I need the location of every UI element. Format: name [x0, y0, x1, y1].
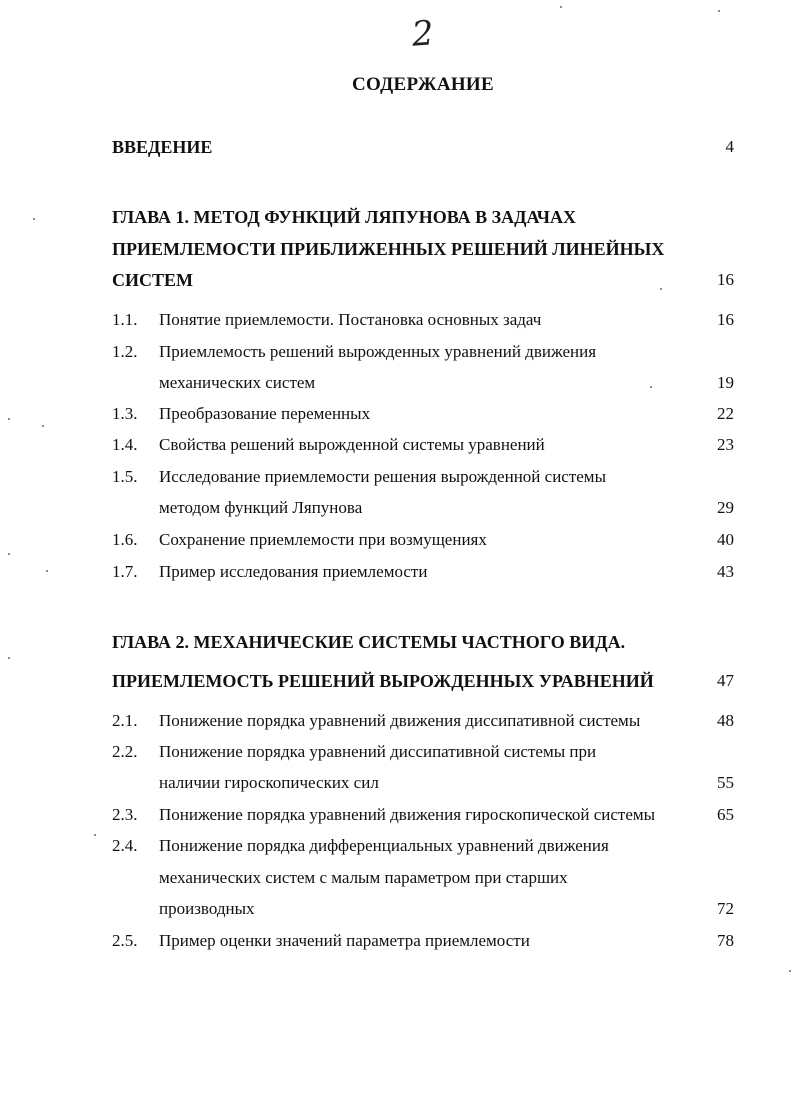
section-number: 1.4.: [112, 435, 138, 454]
section-page: 65: [717, 805, 734, 824]
section-title: Пример исследования приемлемости: [159, 562, 428, 581]
scan-speck: [46, 570, 48, 572]
section-number: 1.3.: [112, 404, 138, 423]
chapter1-page: 16: [717, 270, 734, 289]
section-page: 22: [717, 404, 734, 423]
intro-page: 4: [725, 137, 734, 156]
section-page: 16: [717, 310, 734, 329]
section-number: 2.2.: [112, 742, 138, 761]
chapter2-heading-line2-row: [112, 671, 734, 691]
section-title-cont: механических систем с малым параметром при старших: [159, 868, 568, 887]
scan-speck: [33, 218, 35, 220]
scan-speck: [8, 553, 10, 555]
scan-speck: [8, 418, 10, 420]
section-number: 2.5.: [112, 931, 138, 950]
section-title: Исследование приемлемости решения вырожденной системы: [159, 467, 606, 486]
chapter2-page: 47: [717, 671, 734, 690]
section-page: 78: [717, 931, 734, 950]
section-number: 2.4.: [112, 836, 138, 855]
section-title: Свойства решений вырожденной системы уравнений: [159, 435, 545, 454]
section-title: Преобразование переменных: [159, 404, 371, 423]
scan-speck: [718, 10, 720, 12]
scan-speck: [8, 657, 10, 659]
section-title: Понижение порядка дифференциальных уравнений движения: [159, 836, 609, 855]
section-title: Сохранение приемлемости при возмущениях: [159, 530, 487, 549]
section-number: 1.7.: [112, 562, 138, 581]
scan-speck: [94, 834, 96, 836]
section-page: 48: [717, 711, 734, 730]
chapter1-heading-line2: ПРИЕМЛЕМОСТИ ПРИБЛИЖЕННЫХ РЕШЕНИЙ ЛИНЕЙНЫХ: [112, 239, 665, 259]
section-page: 72: [717, 899, 734, 918]
section-title: Понижение порядка уравнений движения диссипативной системы: [159, 711, 641, 730]
section-page: 40: [717, 530, 734, 549]
section-page: 19: [717, 373, 734, 392]
section-number: 1.2.: [112, 342, 138, 361]
section-title: Пример оценки значений параметра приемлемости: [159, 931, 530, 950]
chapter1-heading-line1: ГЛАВА 1. МЕТОД ФУНКЦИЙ ЛЯПУНОВА В ЗАДАЧАХ: [112, 207, 576, 227]
section-number: 2.1.: [112, 711, 138, 730]
scan-speck: [42, 425, 44, 427]
section-page: 43: [717, 562, 734, 581]
section-page: 29: [717, 498, 734, 517]
section-page: 55: [717, 773, 734, 792]
section-title: Понижение порядка уравнений диссипативной системы при: [159, 742, 597, 761]
section-title-cont: механических систем: [159, 373, 316, 392]
section-page: 23: [717, 435, 734, 454]
chapter2-heading-line2: ПРИЕМЛЕМОСТЬ РЕШЕНИЙ ВЫРОЖДЕННЫХ УРАВНЕНИЙ: [112, 671, 654, 691]
contents-title: СОДЕРЖАНИЕ: [352, 74, 494, 95]
scan-speck: [560, 6, 562, 8]
intro-entry: [112, 137, 734, 157]
chapter1-heading-line3-row: [112, 270, 734, 290]
section-title: Понятие приемлемости. Постановка основных задач: [159, 310, 542, 329]
section-title: Понижение порядка уравнений движения гироскопической системы: [159, 805, 656, 824]
scan-speck: [789, 970, 791, 972]
section-title-cont: наличии гироскопических сил: [159, 773, 379, 792]
section-number: 1.6.: [112, 530, 138, 549]
section-number: 1.1.: [112, 310, 138, 329]
section-title-cont: методом функций Ляпунова: [159, 498, 363, 517]
section-title: Приемлемость решений вырожденных уравнений движения: [159, 342, 597, 361]
section-number: 1.5.: [112, 467, 138, 486]
scan-speck: [650, 386, 652, 388]
section-number: 2.3.: [112, 805, 138, 824]
handwritten-page-number: 2: [410, 13, 436, 55]
intro-label: ВВЕДЕНИЕ: [112, 137, 213, 157]
chapter2-heading-line1: ГЛАВА 2. МЕХАНИЧЕСКИЕ СИСТЕМЫ ЧАСТНОГО ВИДА.: [112, 632, 626, 652]
scan-speck: [660, 288, 662, 290]
chapter1-heading-line3: СИСТЕМ: [112, 270, 193, 290]
section-title-cont: производных: [159, 899, 255, 918]
